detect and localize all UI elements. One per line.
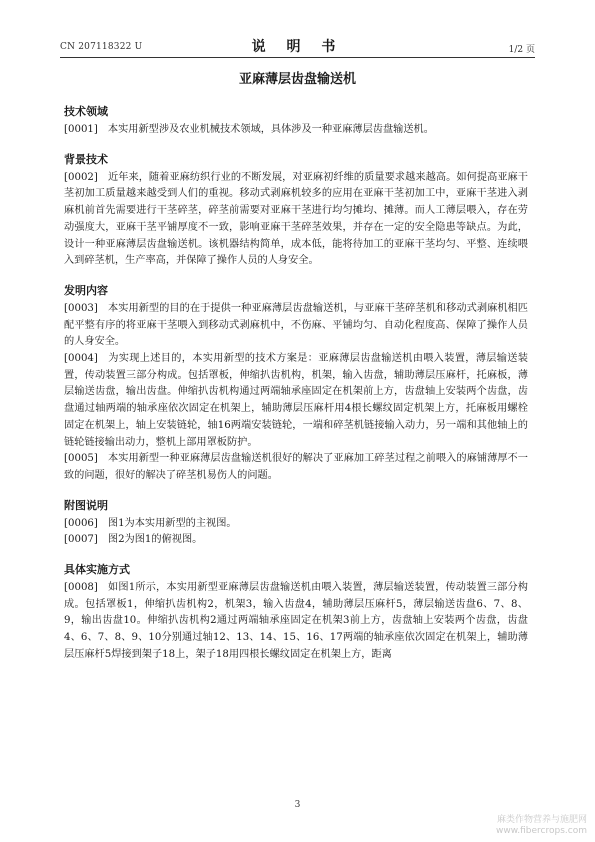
paragraph-text: 图2为图1的俯视图。 (107, 534, 203, 546)
paragraph-text: 本实用新型涉及农业机械技术领域，具体涉及一种亚麻薄层齿盘输送机。 (107, 124, 434, 135)
paragraph-number: [0005] (64, 453, 98, 465)
paragraph-number: [0003] (64, 302, 98, 314)
watermark-line: 麻类作物营养与施肥网 (496, 815, 587, 825)
paragraph (64, 580, 528, 664)
section-heading: 具体实施方式 (64, 563, 130, 577)
paragraph (64, 351, 528, 451)
paragraph-number: [0002] (64, 171, 98, 183)
page-label: 1/2 页 (508, 45, 535, 55)
paragraph (64, 170, 528, 270)
header-rule (60, 57, 535, 58)
document-body (64, 104, 528, 677)
paragraph-number: [0001] (64, 124, 98, 135)
page-number: 3 (294, 800, 301, 810)
paragraph-number: [0006] (64, 517, 98, 529)
paragraph-number: [0007] (64, 534, 98, 546)
paragraph-text: 近年来，随着亚麻纺织行业的不断发展，对亚麻初纤维的质量要求越来越高。如何提高亚麻干茎初加工质量越来越受到人们的重视。移动式剥麻机较多的应用在亚麻干茎初加工中，亚麻干茎进入剥麻机前首先需要进行干茎碎茎，碎茎前需要对亚麻干茎进行均匀摊均、摊薄。而人工薄层喂入，存在劳动强度大，亚麻干茎平铺厚度不一致，影响亚麻干茎碎茎效果，并存在一定的安全隐患等缺点。为此，设计一种亚麻薄层齿盘输送机。该机器结构简单，成本低，能将待加工的亚麻干茎均匀、平整、连续喂入到碎茎机，生产率高，并保障了操作人员的人身安全。 (64, 171, 528, 267)
section-summary (64, 283, 528, 485)
paragraph-text: 为实现上述目的，本实用新型的技术方案是：亚麻薄层齿盘输送机由喂入装置，薄层输送装置，传动装置三部分构成。包括罩板，伸缩扒齿机构，机架，输入齿盘，辅助薄层压麻杆，托麻板，薄层输送齿盘，输出齿盘。伸缩扒齿机构通过两端轴承座固定在机架前上方，齿盘轴上安装两个齿盘，齿盘通过轴两端的轴承座依次固定在机架上，辅助薄层压麻杆用4根长螺纹固定机架上方，托麻板用螺栓固定在机架上，轴上安装链轮，轴16两端安装链轮，一端和碎茎机链接输入动力，另一端和其他轴上的链轮链接输出动力，整机上部用罩板防护。 (64, 353, 528, 448)
page-header (60, 36, 535, 56)
paragraph (64, 532, 528, 549)
watermark (496, 815, 587, 837)
watermark-url: www.fibercrops.com (496, 826, 587, 836)
paragraph-text: 如图1所示，本实用新型亚麻薄层齿盘输送机由喂入装置，薄层输送装置，传动装置三部分构成。包括罩板1，伸缩扒齿机构2，机架3，输入齿盘4，辅助薄层压麻杆5，薄层输送齿盘6、7、8、9，输出齿盘10。伸缩扒齿机构2通过两端轴承座固定在机架3前上方，齿盘轴上安装两个齿盘，齿盘4、6、7、8、9、10分别通过轴12、13、14、15、16、17两端的轴承座依次固定在机架上，辅助薄层压麻杆5焊接到架子18上，架子18用四根长螺纹固定在机架上方，距离 (64, 582, 528, 660)
paragraph-text: 本实用新型一种亚麻薄层齿盘输送机很好的解决了亚麻加工碎茎过程之前喂入的麻铺薄厚不一致的问题，很好的解决了碎茎机易伤人的问题。 (64, 453, 528, 481)
section-background (64, 152, 528, 270)
section-heading: 附图说明 (64, 498, 108, 512)
section-label: 说 明 书 (251, 39, 344, 55)
section-heading: 背景技术 (64, 152, 108, 166)
paragraph-text: 图1为本实用新型的主视图。 (107, 517, 237, 529)
section-heading: 发明内容 (64, 283, 108, 297)
section-embodiment (64, 562, 528, 664)
section-heading: 技术领域 (64, 105, 108, 118)
paragraph-text: 本实用新型的目的在于提供一种亚麻薄层齿盘输送机，与亚麻干茎碎茎机和移动式剥麻机相匹配平整有序的将亚麻干茎喂入到移动式剥麻机中，不伤麻、平铺均匀、自动化程度高、保障了操作人员的人身安全。 (64, 302, 528, 348)
section-drawings (64, 498, 528, 549)
paragraph (64, 122, 528, 139)
section-technical-field (64, 104, 528, 139)
paragraph (64, 301, 528, 351)
paragraph-number: [0004] (64, 353, 98, 365)
paragraph-number: [0008] (64, 582, 98, 594)
document-title: 亚麻薄层齿盘输送机 (238, 72, 356, 87)
patent-number: CN 207118322 U (60, 42, 143, 52)
paragraph (64, 516, 528, 533)
paragraph (64, 451, 528, 484)
